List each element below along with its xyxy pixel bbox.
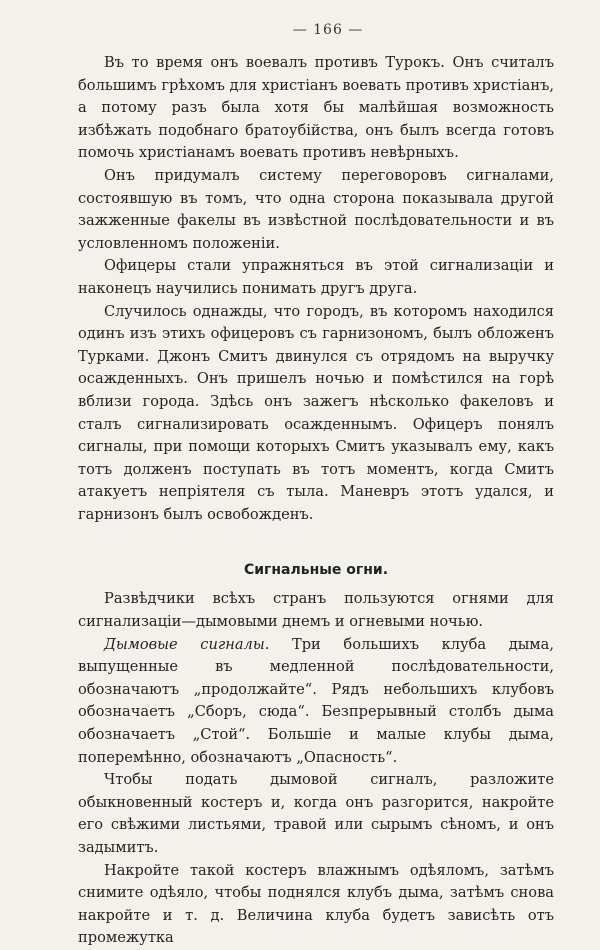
paragraph: Случилось однажды, что городъ, въ которомъ находился одинъ изъ этихъ офицеровъ съ гарнизономъ, былъ обложенъ Турками. Джонъ Смитъ двинулся съ отрядомъ на выручку осажденныхъ. Онъ пришелъ ночью и помѣстился на горѣ вблизи города. Здѣсь онъ зажегъ нѣсколько факеловъ и сталъ сигнализировать осажденнымъ. Офицеръ понялъ сигналы, при помощи которыхъ Смитъ указывалъ ему, какъ тотъ долженъ поступать въ тотъ моментъ, когда Смитъ атакуетъ непріятеля съ тыла. Маневръ этотъ удался, и гарнизонъ былъ освобожденъ. bbox=[78, 302, 554, 523]
paragraph: Офицеры стали упражняться въ этой сигнализаціи и наконецъ научились понимать другъ друга. bbox=[78, 257, 554, 297]
paragraph: Накройте такой костеръ влажнымъ одѣяломъ, затѣмъ снимите одѣяло, чтобы поднялся клубъ дыма, затѣмъ снова накройте и т. д. Величина клуба будетъ зависѣть отъ промежутка bbox=[78, 861, 554, 947]
page-number: — 166 — bbox=[292, 22, 364, 38]
section-heading: Сигнальные огни. bbox=[243, 562, 389, 579]
smoke-signals-lead: Дымовые сигналы. bbox=[104, 635, 270, 653]
paragraph: Развѣдчики всѣхъ странъ пользуются огнями для сигнализаціи—дымовыми днемъ и огневыми ночью. bbox=[78, 590, 554, 631]
smoke-signals-text: Три большихъ клуба дыма, выпущенные въ медленной послѣдовательности, обозначаютъ „продолжайте“. Рядъ небольшихъ клубовъ обозначаетъ „Сборъ, сюда“. Безпрерывный столбъ дыма обозначаетъ „Стой“. Большіе и малые клубы дыма, поперемѣнно, обозначаютъ „Опасность“. bbox=[78, 635, 555, 766]
paragraph bbox=[78, 634, 554, 770]
paragraph: Въ то время онъ воевалъ противъ Турокъ. Онъ считалъ большимъ грѣхомъ для христіанъ воевать противъ христіанъ, а потому разъ была хотя бы малѣйшая возможность избѣжать подобнаго братоубійства, онъ былъ всегда готовъ помочь христіанамъ воевать противъ невѣрныхъ. bbox=[78, 54, 554, 162]
paragraph: Онъ придумалъ систему переговоровъ сигналами, состоявшую въ томъ, что одна сторона показывала другой зажженные факелы въ извѣстной послѣдовательности и въ условленномъ положеніи. bbox=[78, 166, 554, 252]
paragraph: Чтобы подать дымовой сигналъ, разложите обыкновенный костеръ и, когда онъ разгорится, накройте его свѣжими листьями, травой или сырымъ сѣномъ, и онъ задымитъ. bbox=[78, 771, 554, 856]
